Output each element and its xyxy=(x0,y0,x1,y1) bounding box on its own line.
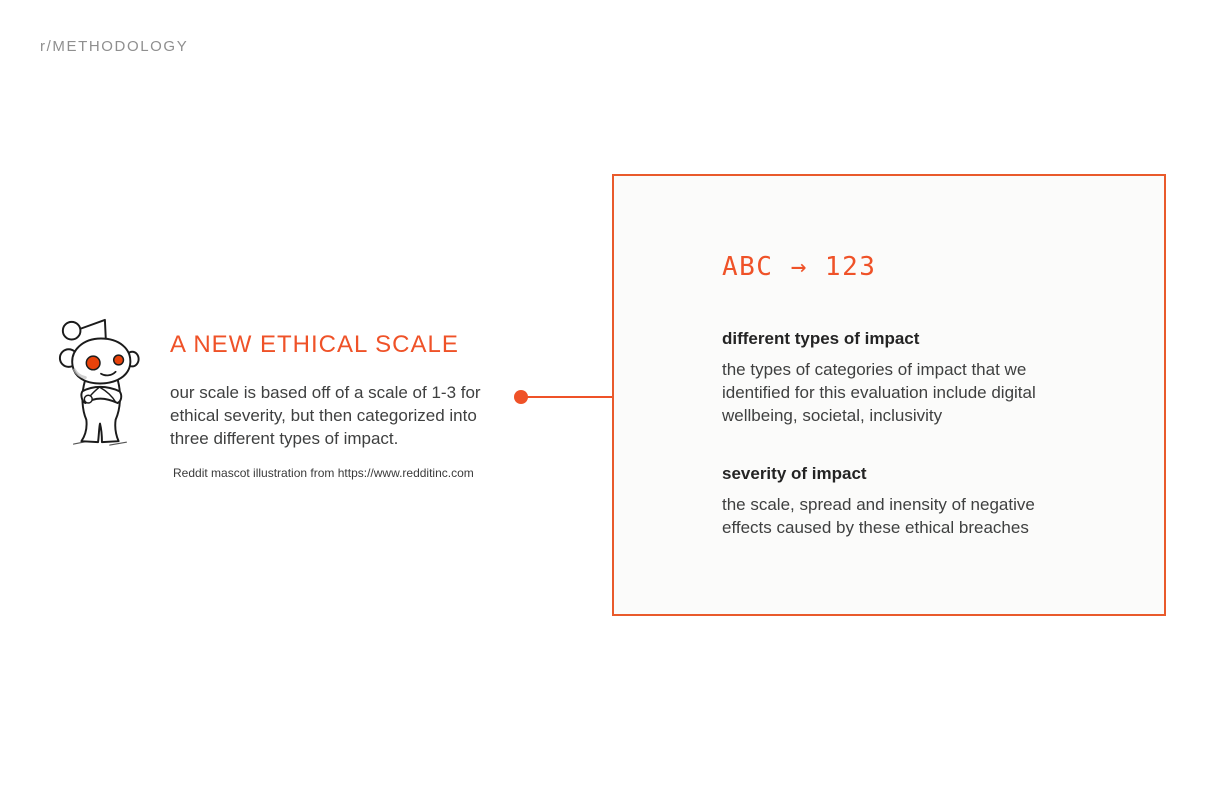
callout-box xyxy=(612,174,1166,616)
callout-section-types-of-impact xyxy=(722,329,1062,427)
callout-heading: ABC → 123 xyxy=(722,252,877,282)
section-body-text: our scale is based off of a scale of 1-3 for ethical severity, but then categorized into three different types of impact. xyxy=(170,383,481,448)
callout-section-body: the types of categories of impact that we identified for this evaluation include digital wellbeing, societal, inclusivity xyxy=(722,360,1036,425)
subreddit-kicker: r/METHODOLOGY xyxy=(40,38,189,55)
section-title: A NEW ETHICAL SCALE xyxy=(170,331,459,358)
mascot-attribution-caption: Reddit mascot illustration from https://www.redditinc.com xyxy=(173,466,474,480)
callout-section-title: different types of impact xyxy=(722,329,920,348)
callout-section-severity-of-impact xyxy=(722,464,1062,539)
connector-line xyxy=(521,396,612,398)
callout-section-title: severity of impact xyxy=(722,464,867,483)
reddit-snoo-icon xyxy=(56,316,144,450)
callout-section-body: the scale, spread and inensity of negative effects caused by these ethical breaches xyxy=(722,495,1035,537)
